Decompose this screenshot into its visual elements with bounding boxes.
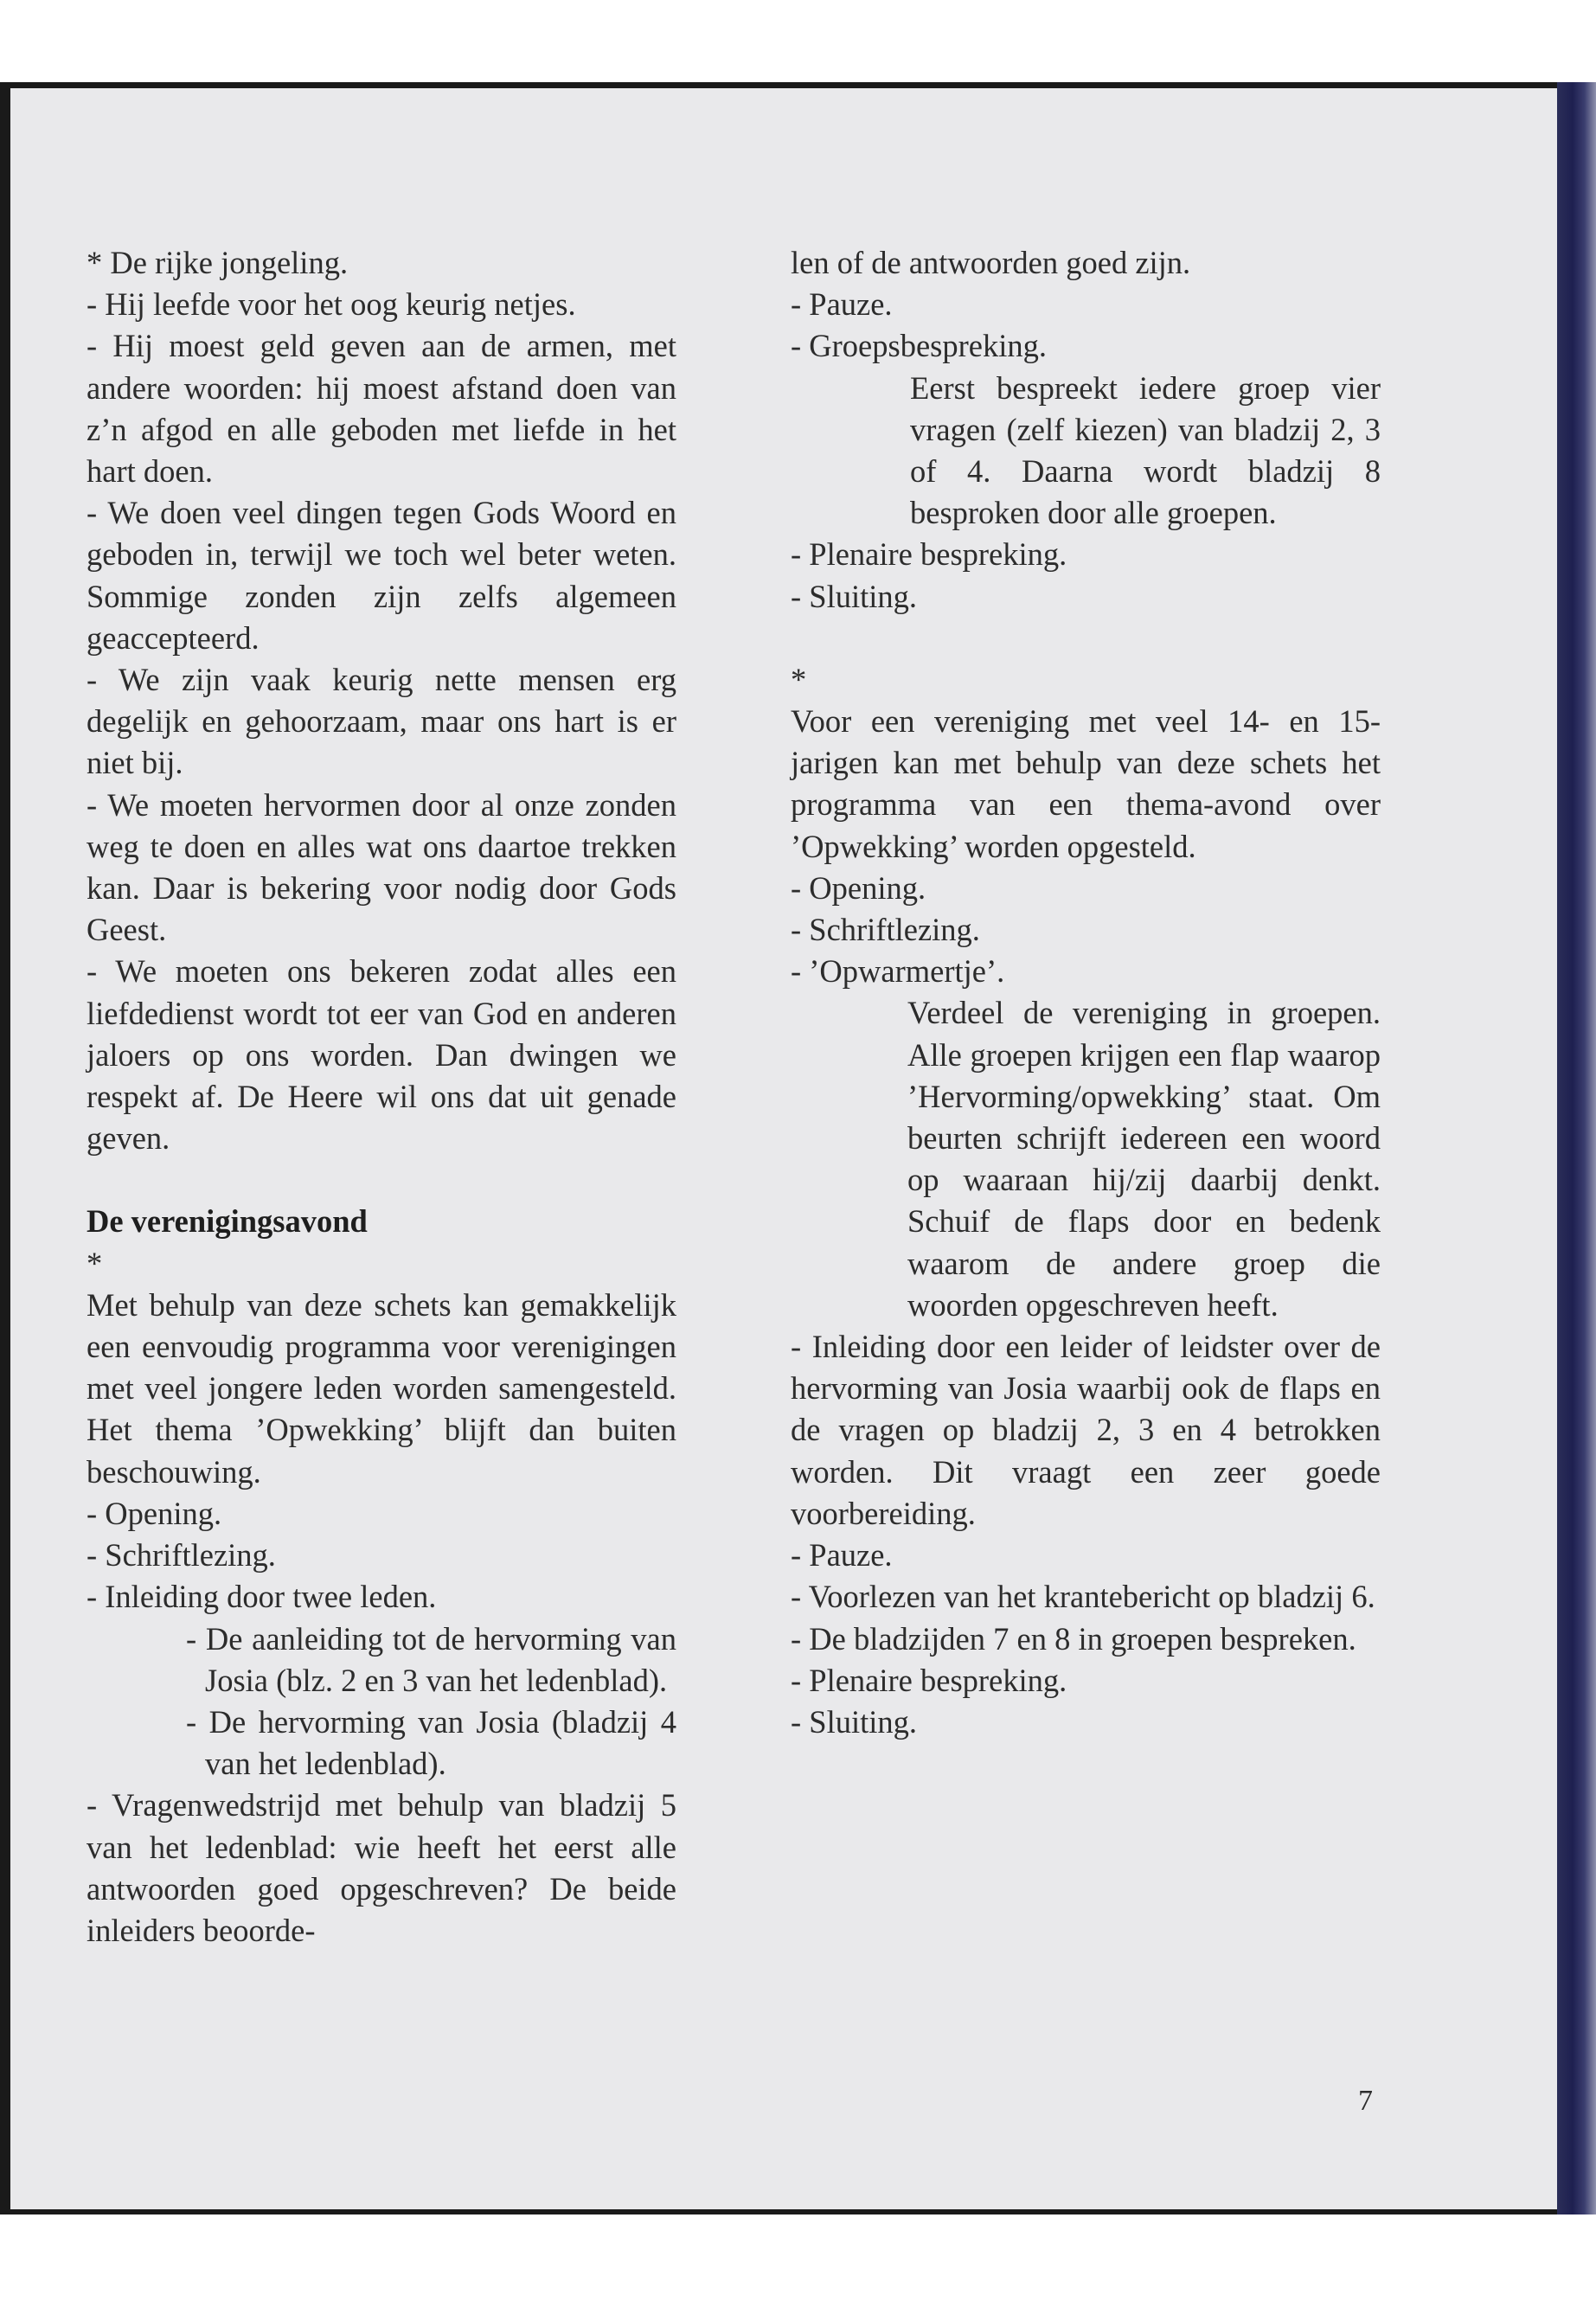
section-heading: De verenigingsavond bbox=[87, 1203, 368, 1240]
list-item: - Pauze. bbox=[791, 286, 893, 323]
list-item: - Opening. bbox=[791, 869, 926, 906]
separator-star: * bbox=[791, 661, 807, 697]
list-item: - ’Opwarmertje’. bbox=[791, 953, 1005, 990]
indented-paragraph: Eerst bespreekt iedere groep vier vragen (zelf kiezen) van bladzij 2, 3 of 4. Daarna wordt bladzij 8 besproken door alle groepen. bbox=[910, 369, 1381, 531]
page-number: 7 bbox=[1358, 2085, 1373, 2117]
paragraph: Met behulp van deze schets kan gemakkelijk een eenvoudig programma voor verenigingen met veel jongere leden worden samengesteld. Het thema ’Opwekking’ blijft dan buiten beschouwing. bbox=[87, 1286, 676, 1490]
list-item: - Plenaire bespreking. bbox=[791, 536, 1067, 573]
list-item: - Schriftlezing. bbox=[87, 1537, 276, 1574]
book-spine bbox=[1557, 82, 1596, 2214]
list-item: - Sluiting. bbox=[791, 1703, 918, 1740]
list-item: - Inleiding door twee leden. bbox=[87, 1579, 437, 1615]
paragraph: - We moeten ons bekeren zodat alles een liefdedienst wordt tot eer van God en anderen jaloers op ons worden. Dan dwingen we respekt af. De Heere wil ons dat uit genade geven. bbox=[87, 953, 676, 1157]
list-item: - Schriftlezing. bbox=[791, 912, 980, 948]
list-item: - Sluiting. bbox=[791, 578, 918, 614]
list-item: - Voorlezen van het krantebericht op bladzij 6. bbox=[791, 1579, 1375, 1615]
separator-star: * bbox=[87, 1245, 103, 1281]
paragraph: * De rijke jongeling. bbox=[87, 245, 349, 280]
list-item: - Vragenwedstrijd met behulp van bladzij 5 van het ledenblad: wie heeft het eerst alle antwoorden goed opgeschreven? De beide inleiders beoorde- bbox=[87, 1787, 676, 1948]
paragraph: - Hij leefde voor het oog keurig netjes. bbox=[87, 286, 576, 323]
paragraph: - We moeten hervormen door al onze zonden weg te doen en alles wat ons daartoe trekken kan. Daar is bekering voor nodig door Gods Geest. bbox=[87, 786, 676, 948]
sub-list-item: - De hervorming van Josia (bladzij 4 van het ledenblad). bbox=[186, 1703, 676, 1782]
paragraph: Voor een vereniging met veel 14- en 15-jarigen kan met behulp van deze schets het programma van een thema-avond over ’Opwekking’ worden opgesteld. bbox=[791, 703, 1381, 864]
paragraph: - We zijn vaak keurig nette mensen erg degelijk en gehoorzaam, maar ons hart is er niet bij. bbox=[87, 662, 676, 781]
paragraph: - We doen veel dingen tegen Gods Woord en geboden in, terwijl we toch wel beter weten. Sommige zonden zijn zelfs algemeen geaccepteerd. bbox=[87, 495, 676, 656]
list-item: - Inleiding door een leider of leidster over de hervorming van Josia waarbij ook de flaps en de vragen op bladzij 2, 3 en 4 betrokken worden. Dit vraagt een zeer goede voorbereiding. bbox=[791, 1329, 1381, 1531]
sub-list-item: - De aanleiding tot de hervorming van Josia (blz. 2 en 3 van het ledenblad). bbox=[186, 1620, 676, 1698]
list-item: - Plenaire bespreking. bbox=[791, 1662, 1067, 1698]
right-column bbox=[791, 242, 1381, 1743]
paragraph: - Hij moest geld geven aan de armen, met andere woorden: hij moest afstand doen van z’n afgod en alle geboden met liefde in het hart doen. bbox=[87, 328, 676, 490]
list-item: - Pauze. bbox=[791, 1537, 893, 1574]
list-item: - De bladzijden 7 en 8 in groepen bespreken. bbox=[791, 1620, 1356, 1657]
list-item: - Opening. bbox=[87, 1495, 222, 1531]
list-item: - Groepsbespreking. bbox=[791, 328, 1047, 364]
left-column bbox=[87, 242, 676, 1952]
indented-paragraph: Verdeel de vereniging in groepen. Alle groepen krijgen een flap waarop ’Hervorming/opwekking’ staat. Om beurten schrijft iedereen een woord op waaraan hij/zij daarbij denkt. Schuif de flaps door en bedenk waarom de andere groep die woorden opgeschreven heeft. bbox=[907, 995, 1381, 1323]
paragraph: len of de antwoorden goed zijn. bbox=[791, 245, 1191, 280]
